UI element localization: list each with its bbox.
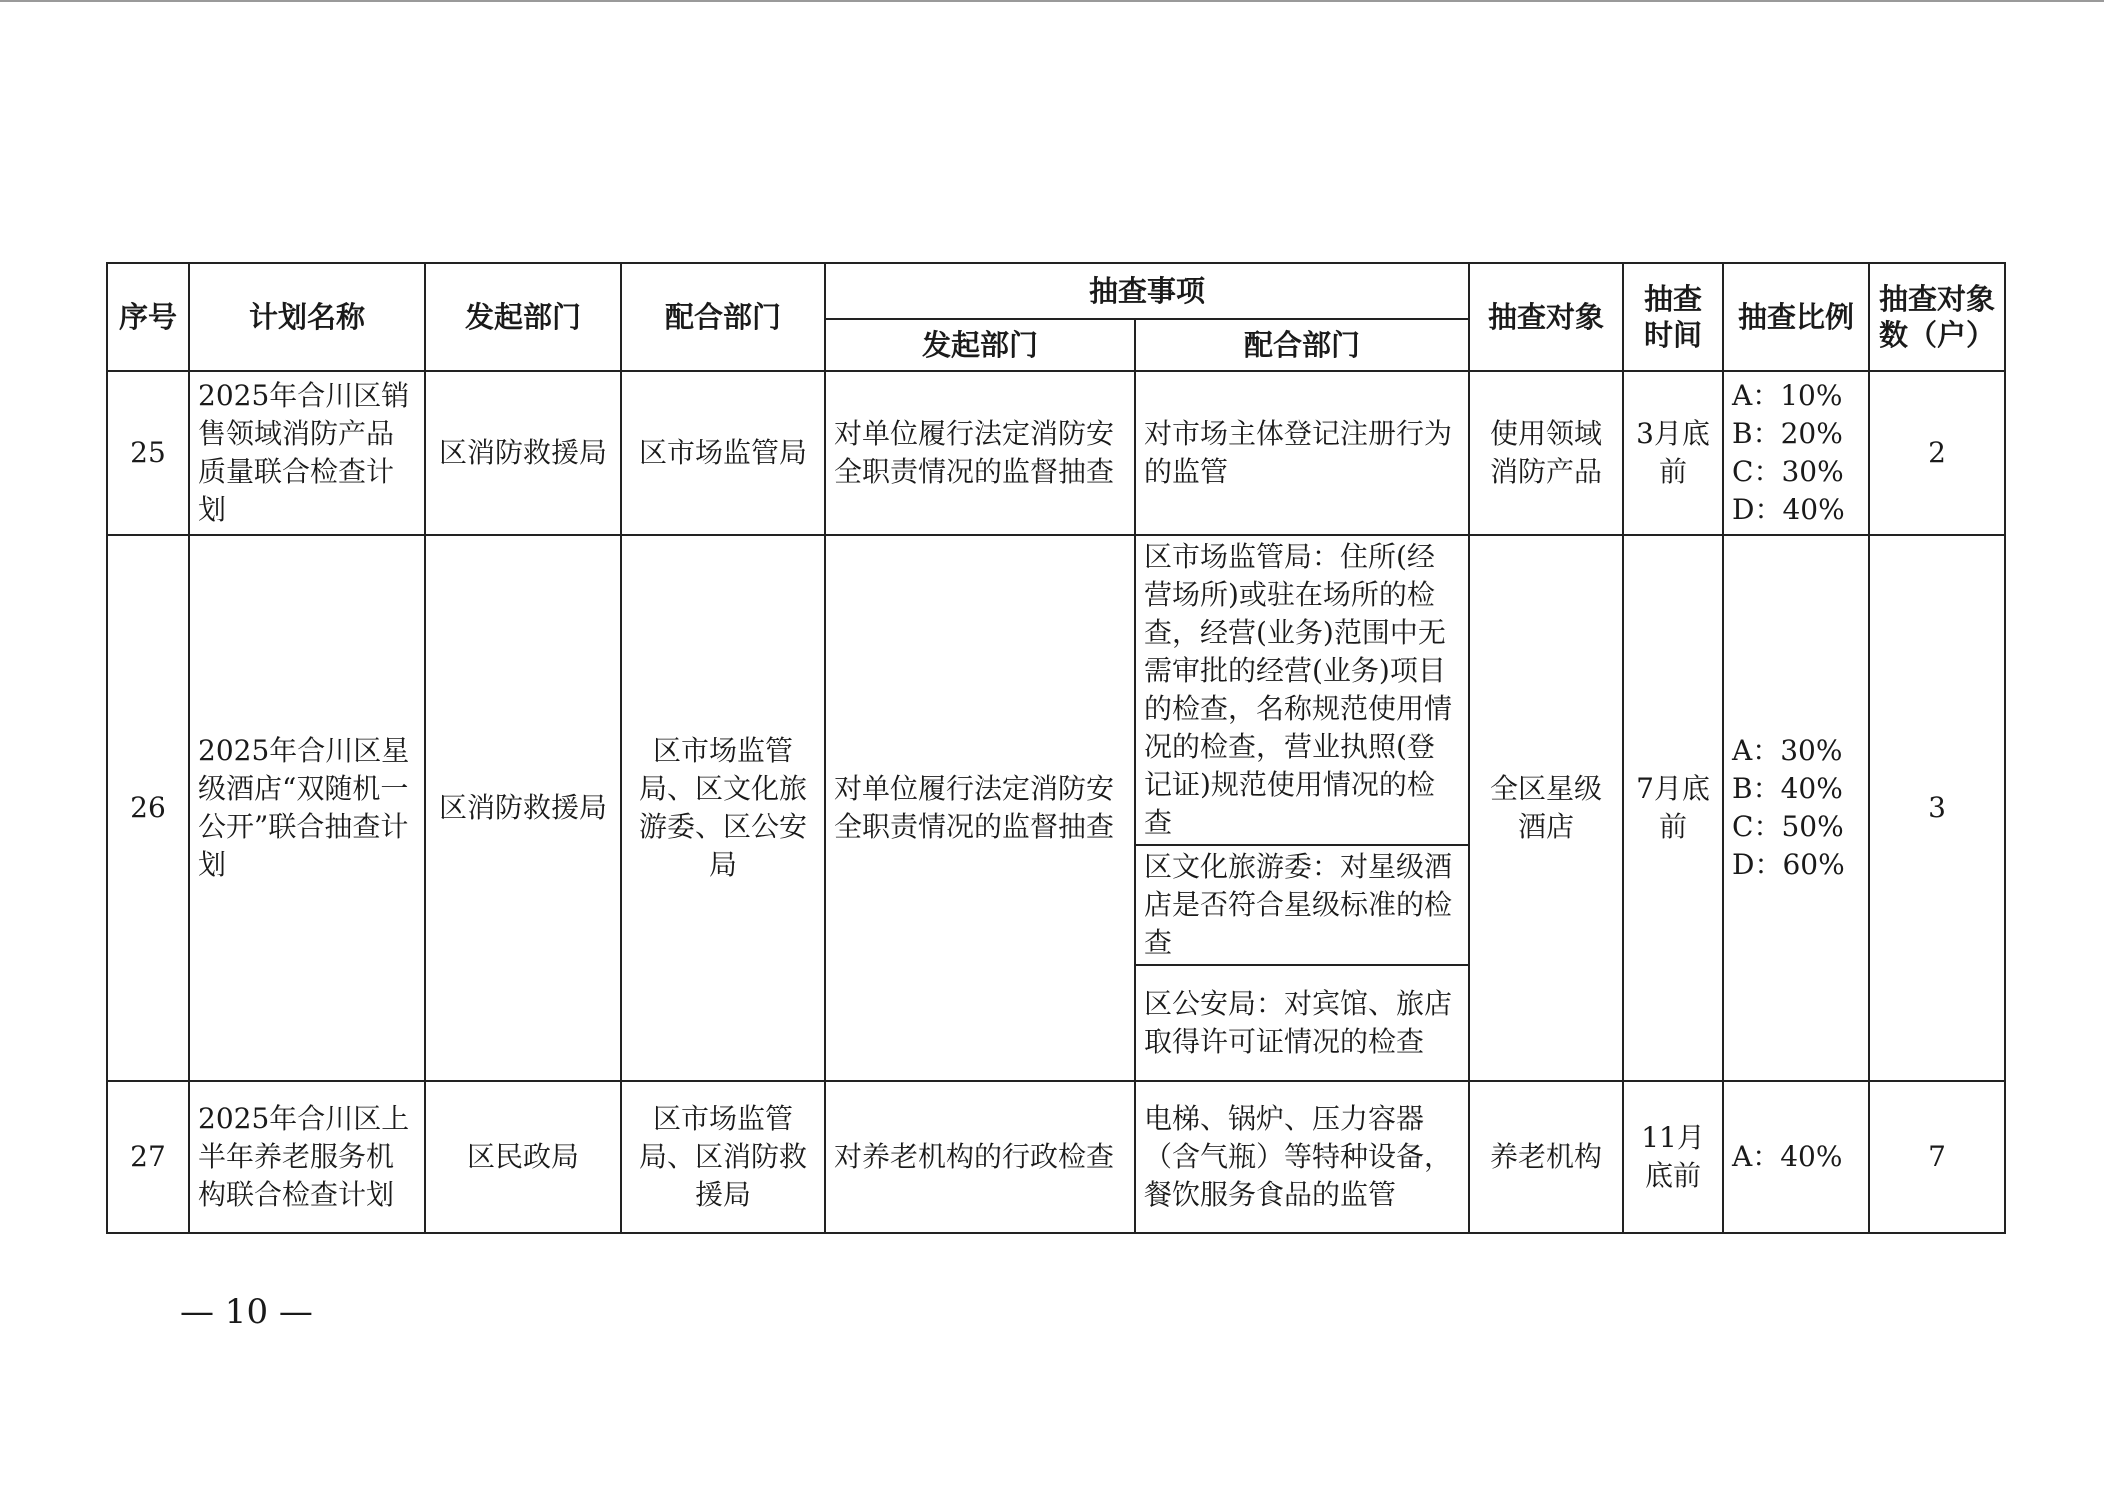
ratio-line: A：40% [1732,1140,1843,1173]
row-plan-name: 2025年合川区星级酒店“双随机一公开”联合抽查计划 [189,535,425,1081]
row-cooperator: 区市场监管局、区消防救援局 [621,1081,825,1233]
row-initiator: 区消防救援局 [425,371,621,535]
row-target: 使用领域消防产品 [1469,371,1623,535]
header-plan-name: 计划名称 [189,263,425,371]
table-row [107,371,2005,535]
ratio-line: C：30% [1732,455,1844,488]
row-ratio [1723,535,1869,1081]
ratio-line: A：10% [1732,379,1843,412]
ratio-line: D：40% [1732,493,1845,526]
row-item-cooperator: 电梯、锅炉、压力容器（含气瓶）等特种设备，餐饮服务食品的监管 [1135,1081,1469,1233]
header-target: 抽查对象 [1469,263,1623,371]
ratio-line: D：60% [1732,848,1845,881]
row-item-cooperator: 区文化旅游委：对星级酒店是否符合星级标准的检查 [1135,845,1469,965]
page-number: — 10 — [180,1292,313,1332]
row-initiator: 区消防救援局 [425,535,621,1081]
row-no: 26 [107,535,189,1081]
header-initiator: 发起部门 [425,263,621,371]
row-no: 27 [107,1081,189,1233]
table-header-row [107,263,2005,319]
row-item-cooperator: 区市场监管局：住所(经营场所)或驻在场所的检查，经营(业务)范围中无需审批的经营(业务)项目的检查，名称规范使用情况的检查，营业执照(登记证)规范使用情况的检查 [1135,535,1469,845]
ratio-line: B：40% [1732,772,1843,805]
ratio-line: C：50% [1732,810,1844,843]
row-cooperator: 区市场监管局 [621,371,825,535]
row-target: 全区星级酒店 [1469,535,1623,1081]
row-item-initiator: 对单位履行法定消防安全职责情况的监督抽查 [825,371,1135,535]
row-cooperator: 区市场监管局、区文化旅游委、区公安局 [621,535,825,1081]
row-count: 7 [1869,1081,2005,1233]
row-target: 养老机构 [1469,1081,1623,1233]
row-plan-name: 2025年合川区上半年养老服务机构联合检查计划 [189,1081,425,1233]
header-count: 抽查对象数（户） [1869,263,2005,371]
header-no: 序号 [107,263,189,371]
row-ratio [1723,371,1869,535]
header-items-cooperator: 配合部门 [1135,319,1469,371]
row-initiator: 区民政局 [425,1081,621,1233]
header-items-initiator: 发起部门 [825,319,1135,371]
row-count: 3 [1869,535,2005,1081]
row-item-initiator: 对养老机构的行政检查 [825,1081,1135,1233]
header-inspection-items: 抽查事项 [825,263,1469,319]
row-item-initiator: 对单位履行法定消防安全职责情况的监督抽查 [825,535,1135,1081]
row-plan-name: 2025年合川区销售领域消防产品质量联合检查计划 [189,371,425,535]
row-ratio [1723,1081,1869,1233]
header-ratio: 抽查比例 [1723,263,1869,371]
header-cooperator: 配合部门 [621,263,825,371]
row-no: 25 [107,371,189,535]
row-count: 2 [1869,371,2005,535]
row-item-cooperator: 区公安局：对宾馆、旅店取得许可证情况的检查 [1135,965,1469,1081]
inspection-plan-table [106,262,2006,1234]
ratio-line: A：30% [1732,734,1843,767]
row-time: 7月底前 [1623,535,1723,1081]
page-edge [0,0,2104,2]
row-time: 3月底前 [1623,371,1723,535]
table-row [107,535,2005,845]
table-row [107,1081,2005,1233]
row-item-cooperator: 对市场主体登记注册行为的监管 [1135,371,1469,535]
row-time: 11月底前 [1623,1081,1723,1233]
header-time: 抽查时间 [1623,263,1723,371]
ratio-line: B：20% [1732,417,1843,450]
